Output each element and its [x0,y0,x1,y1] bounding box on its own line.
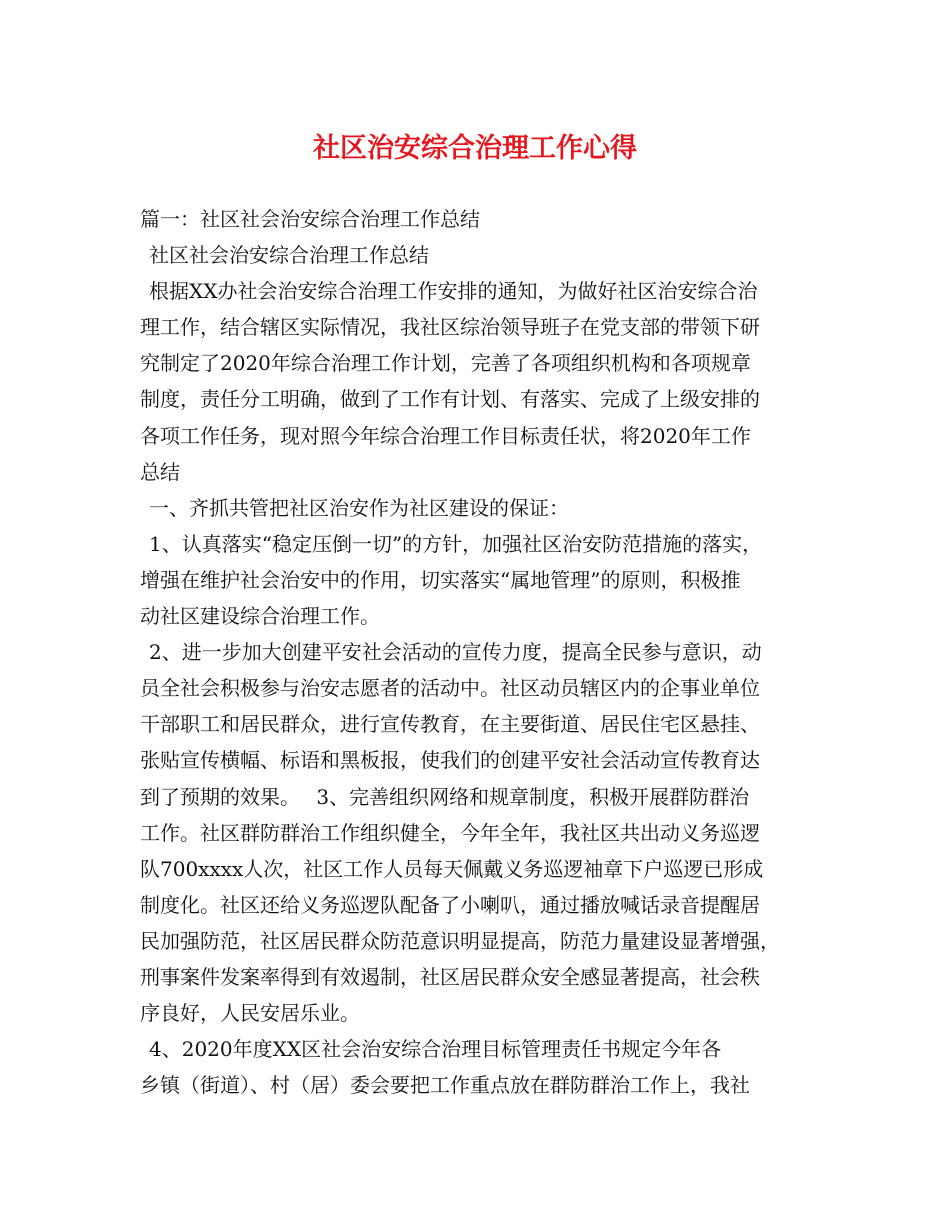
paragraph-line: 2、进一步加大创建平安社会活动的宣传力度，提高全民参与意识，动 [149,640,762,665]
paragraph-line: 增强在维护社会治安中的作用，切实落实“属地管理”的原则，积极推 [140,567,741,592]
paragraph-line: 理工作，结合辖区实际情况，我社区综治领导班子在党支部的带领下研 [140,315,760,340]
paragraph-line: 员全社会积极参与治安志愿者的活动中。社区动员辖区内的企事业单位 [140,676,760,701]
paragraph-line: 1、认真落实“稳定压倒一切”的方针，加强社区治安防范措施的落实， [149,531,763,556]
paragraph-line: 动社区建设综合治理工作。 [140,604,380,629]
subheading: 社区社会治安综合治理工作总结 [149,243,429,268]
section-heading: 篇一：社区社会治安综合治理工作总结 [140,207,480,231]
paragraph-line: 张贴宣传横幅、标语和黑板报，使我们的创建平安社会活动宣传教育达 [140,748,760,773]
document-body [140,201,830,1103]
numbered-heading: 一、齐抓共管把社区治安作为社区建设的保证： [149,495,569,520]
paragraph-line: 制度，责任分工明确，做到了工作有计划、有落实、完成了上级安排的 [140,387,760,412]
paragraph-line: 刑事案件发案率得到有效遏制，社区居民群众安全感显著提高，社会秩 [140,964,760,989]
paragraph-line: 4、2020年度XX区社会治安综合治理目标管理责任书规定今年各 [149,1037,722,1062]
paragraph-line: 民加强防范，社区居民群众防范意识明显提高，防范力量建设显著增强， [140,928,780,953]
paragraph-line: 究制定了2020年综合治理工作计划，完善了各项组织机构和各项规章 [140,351,751,376]
paragraph-line: 总结 [140,459,180,484]
document-title: 社区治安综合治理工作心得 [313,133,637,164]
paragraph-line: 干部职工和居民群众，进行宣传教育，在主要街道、居民住宅区悬挂、 [140,712,760,737]
paragraph-line: 乡镇（街道）、村（居）委会要把工作重点放在群防群治工作上，我社 [140,1073,750,1098]
paragraph-line: 制度化。社区还给义务巡逻队配备了小喇叭，通过播放喊话录音提醒居 [140,892,760,917]
paragraph-line: 根据XX办社会治安综合治理工作安排的通知，为做好社区治安综合治 [149,279,758,304]
paragraph-line: 到了预期的效果。 3、完善组织网络和规章制度，积极开展群防群治 [140,784,750,809]
paragraph-line: 序良好，人民安居乐业。 [140,1001,360,1026]
paragraph-line: 队700xxxx人次，社区工作人员每天佩戴义务巡逻袖章下户巡逻已形成 [140,856,764,881]
paragraph-line: 各项工作任务，现对照今年综合治理工作目标责任状，将2020年工作 [140,423,751,448]
paragraph-line: 工作。社区群防群治工作组织健全，今年全年，我社区共出动义务巡逻 [140,820,760,845]
